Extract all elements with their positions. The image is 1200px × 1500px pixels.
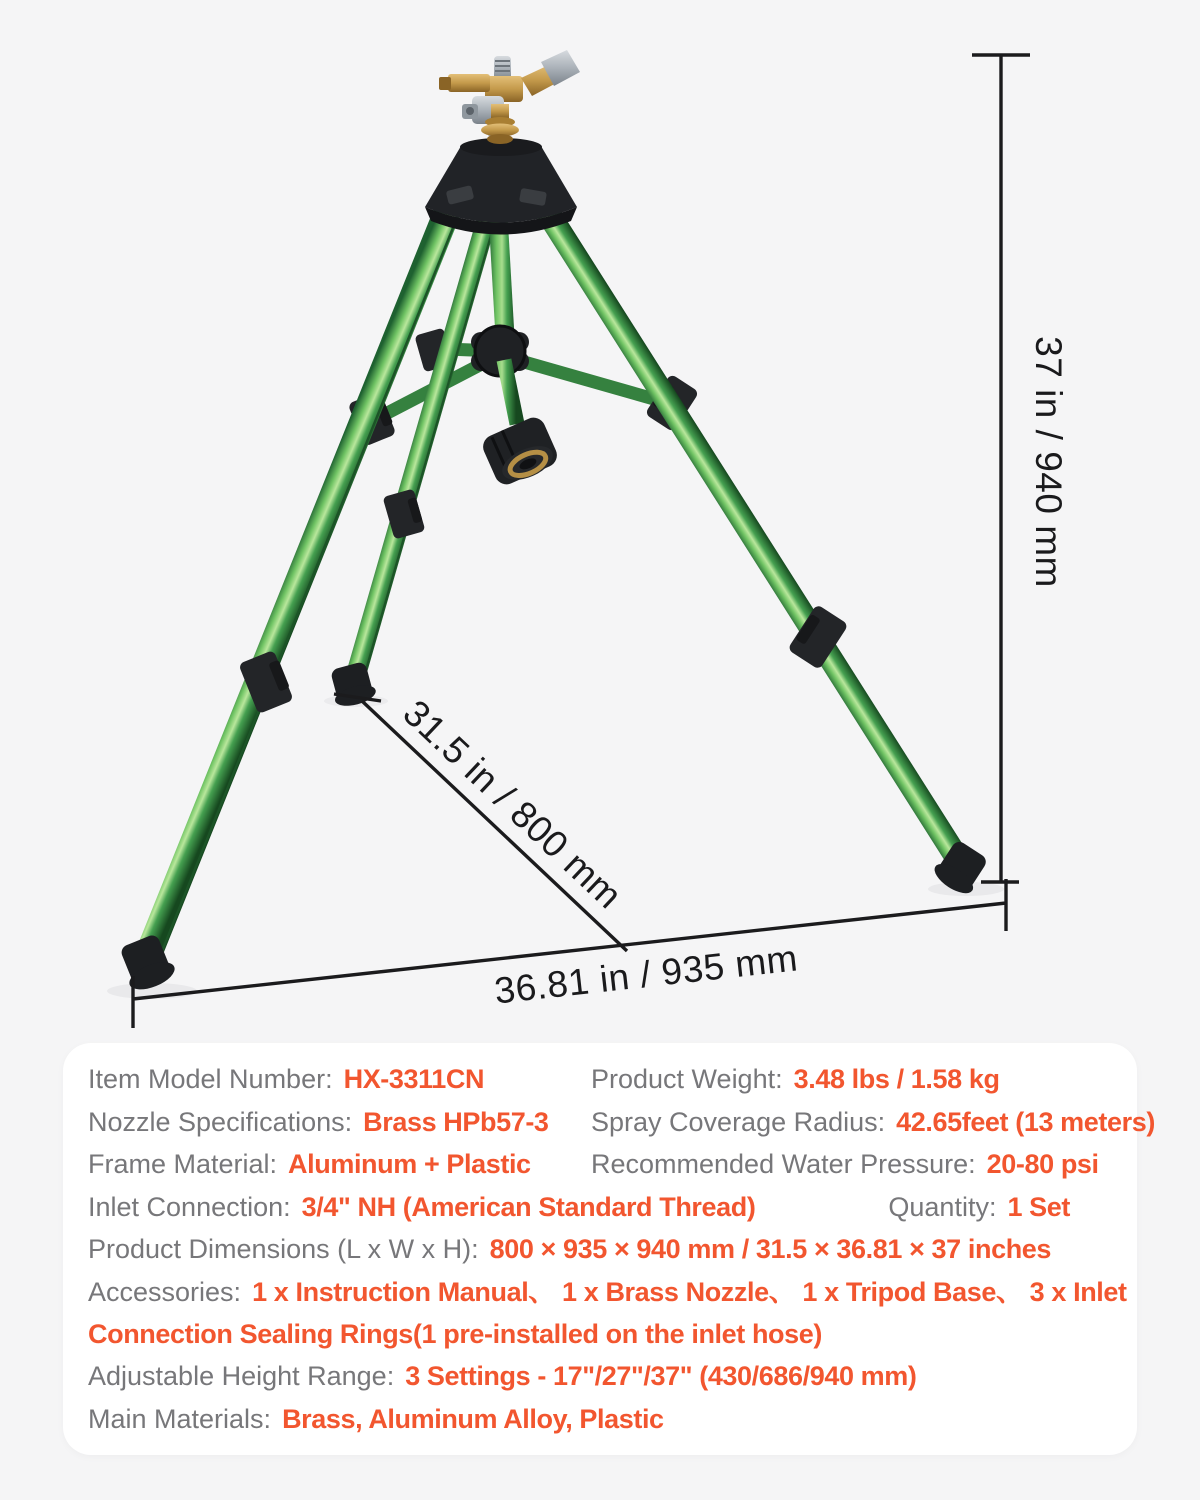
spec-value: Brass HPb57-3 (363, 1106, 549, 1137)
spec-label: Frame Material: (88, 1149, 278, 1180)
tripod-hub (425, 138, 577, 235)
spec-panel (63, 1043, 1155, 1455)
spec-item-model-number (88, 1065, 591, 1095)
spec-value: 3 Settings - 17"/27"/37" (430/686/940 mm) (405, 1361, 917, 1392)
spec-value: Connection Sealing Rings(1 pre-installed on the inlet hose) (88, 1319, 822, 1349)
spec-label: Nozzle Specifications: (88, 1106, 353, 1137)
spec-spray-coverage-radius (591, 1108, 1155, 1138)
spec-row (88, 1314, 1112, 1356)
spec-value: 1 Set (1007, 1191, 1070, 1222)
spec-row (88, 1271, 1127, 1313)
spec-row (88, 1399, 1112, 1441)
spec-quantity (888, 1193, 1070, 1223)
spec-value: 800 × 935 × 940 mm / 31.5 × 36.81 × 37 inches (489, 1234, 1052, 1265)
spec-row (88, 1186, 1112, 1228)
right-leg (541, 202, 961, 864)
height-dimension-label: 37 in / 940 mm (1028, 336, 1070, 588)
spec-label: Item Model Number: (88, 1064, 333, 1095)
sprinkler-head (439, 50, 580, 144)
spec-label: Spray Coverage Radius: (591, 1106, 886, 1137)
spec-row (88, 1059, 1112, 1101)
hose-inlet-connector (479, 414, 561, 490)
spec-label: Quantity: (888, 1191, 997, 1222)
spec-value: Aluminum + Plastic (288, 1149, 531, 1180)
spec-label: Product Dimensions (L x W x H): (88, 1234, 479, 1265)
spec-label: Adjustable Height Range: (88, 1361, 395, 1392)
spec-product-dimensions (88, 1235, 1051, 1265)
spec-product-weight (591, 1065, 1112, 1095)
spec-value: 3/4" NH (American Standard Thread) (301, 1191, 756, 1222)
spec-value: 20-80 psi (986, 1149, 1099, 1180)
spec-label: Accessories: (88, 1276, 242, 1307)
spec-row (88, 1356, 1112, 1398)
spec-value: 3.48 lbs / 1.58 kg (793, 1064, 1000, 1095)
spec-frame-material (88, 1150, 591, 1180)
spec-row (88, 1144, 1112, 1186)
spec-row (88, 1101, 1155, 1143)
spec-recommended-water-pressure (591, 1150, 1112, 1180)
spec-value: HX-3311CN (343, 1064, 485, 1095)
spec-label: Main Materials: (88, 1403, 272, 1434)
spec-accessories-continued (88, 1320, 822, 1350)
width-dimension-label: 36.81 in / 935 mm (492, 937, 800, 1012)
spec-nozzle-specifications (88, 1108, 591, 1138)
spec-value: 42.65feet (13 meters) (896, 1106, 1155, 1137)
spec-value: 1 x Instruction Manual、 1 x Brass Nozzle、 1 x Tripod Base、 3 x Inlet (252, 1276, 1127, 1307)
height-dimension-line (972, 55, 1030, 882)
spec-label: Recommended Water Pressure: (591, 1149, 976, 1180)
spec-adjustable-height-range (88, 1362, 916, 1392)
spec-row (88, 1229, 1112, 1271)
spec-main-materials (88, 1405, 664, 1435)
spec-value: Brass, Aluminum Alloy, Plastic (282, 1403, 664, 1434)
spec-label: Product Weight: (591, 1064, 783, 1095)
spec-inlet-connection (88, 1193, 755, 1223)
spec-label: Inlet Connection: (88, 1191, 291, 1222)
width-dimension-line (133, 879, 1006, 1028)
spec-accessories (88, 1278, 1127, 1308)
left-leg (143, 200, 452, 968)
diagonal-dimension-line (334, 694, 627, 951)
diagonal-dimension-label: 31.5 in / 800 mm (395, 692, 630, 917)
